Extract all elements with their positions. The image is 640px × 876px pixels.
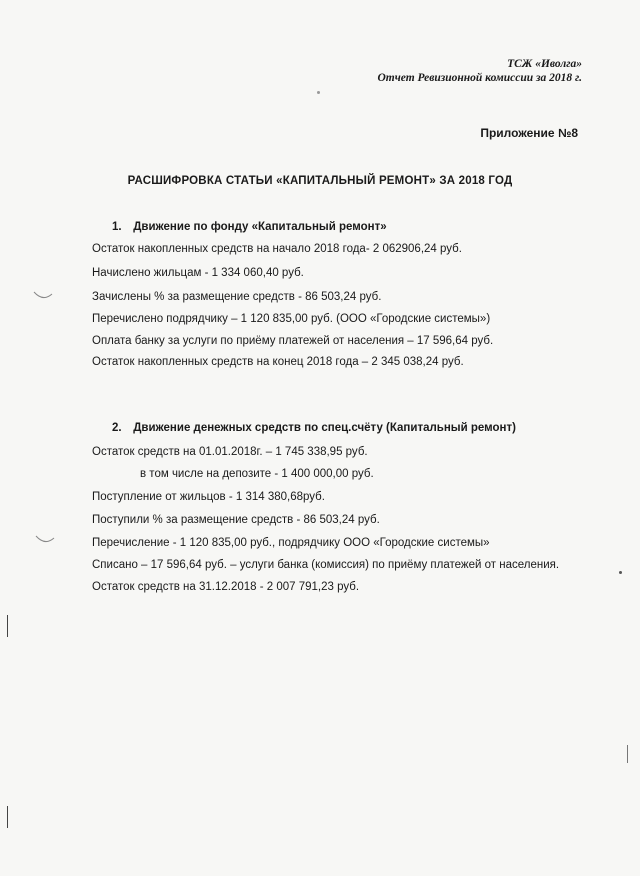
section1-line: Зачислены % за размещение средств - 86 503,24 руб.: [92, 291, 382, 303]
section1-number: 1.: [112, 221, 122, 233]
scan-dot: [619, 571, 622, 574]
header-org: ТСЖ «Иволга»: [507, 58, 582, 70]
section2-heading: [112, 422, 516, 434]
scan-edge-line: [7, 615, 8, 637]
section2-line: Списано – 17 596,64 руб. – услуги банка (комиссия) по приёму платежей от населения.: [92, 559, 560, 571]
section1-line: Остаток накопленных средств на начало 2018 года- 2 062906,24 руб.: [92, 243, 462, 255]
section1-line: Перечислено подрядчику – 1 120 835,00 руб. (ООО «Городские системы»): [92, 313, 491, 325]
section2-line: Поступление от жильцов - 1 314 380,68руб.: [92, 491, 325, 503]
section2-line: Остаток средств на 01.01.2018г. – 1 745 338,95 руб.: [92, 446, 368, 458]
section2-line-indented: в том числе на депозите - 1 400 000,00 руб.: [140, 468, 374, 480]
section2-line: Перечисление - 1 120 835,00 руб., подрядчику ООО «Городские системы»: [92, 537, 490, 549]
section2-title: Движение денежных средств по спец.счёту (Капитальный ремонт): [133, 422, 516, 434]
section2-line: Остаток средств на 31.12.2018 - 2 007 791,23 руб.: [92, 581, 360, 593]
punch-hole-mark: [32, 288, 54, 302]
scan-edge-line: [627, 745, 628, 763]
section1-title: Движение по фонду «Капитальный ремонт»: [133, 221, 387, 233]
header-report: Отчет Ревизионной комиссии за 2018 г.: [377, 72, 582, 84]
document-title: РАСШИФРОВКА СТАТЬИ «КАПИТАЛЬНЫЙ РЕМОНТ» ЗА 2018 ГОД: [127, 175, 513, 187]
scan-dot: [317, 91, 320, 94]
punch-hole-mark: [34, 532, 56, 546]
section1-line: Остаток накопленных средств на конец 2018 года – 2 345 038,24 руб.: [92, 356, 464, 368]
section2-line: Поступили % за размещение средств - 86 503,24 руб.: [92, 514, 380, 526]
appendix-label: Приложение №8: [480, 126, 578, 140]
section1-line: Начислено жильцам - 1 334 060,40 руб.: [92, 267, 304, 279]
section1-heading: [112, 221, 387, 233]
section2-number: 2.: [112, 422, 122, 434]
section1-line: Оплата банку за услуги по приёму платежей от населения – 17 596,64 руб.: [92, 335, 494, 347]
scan-edge-line: [7, 806, 8, 828]
